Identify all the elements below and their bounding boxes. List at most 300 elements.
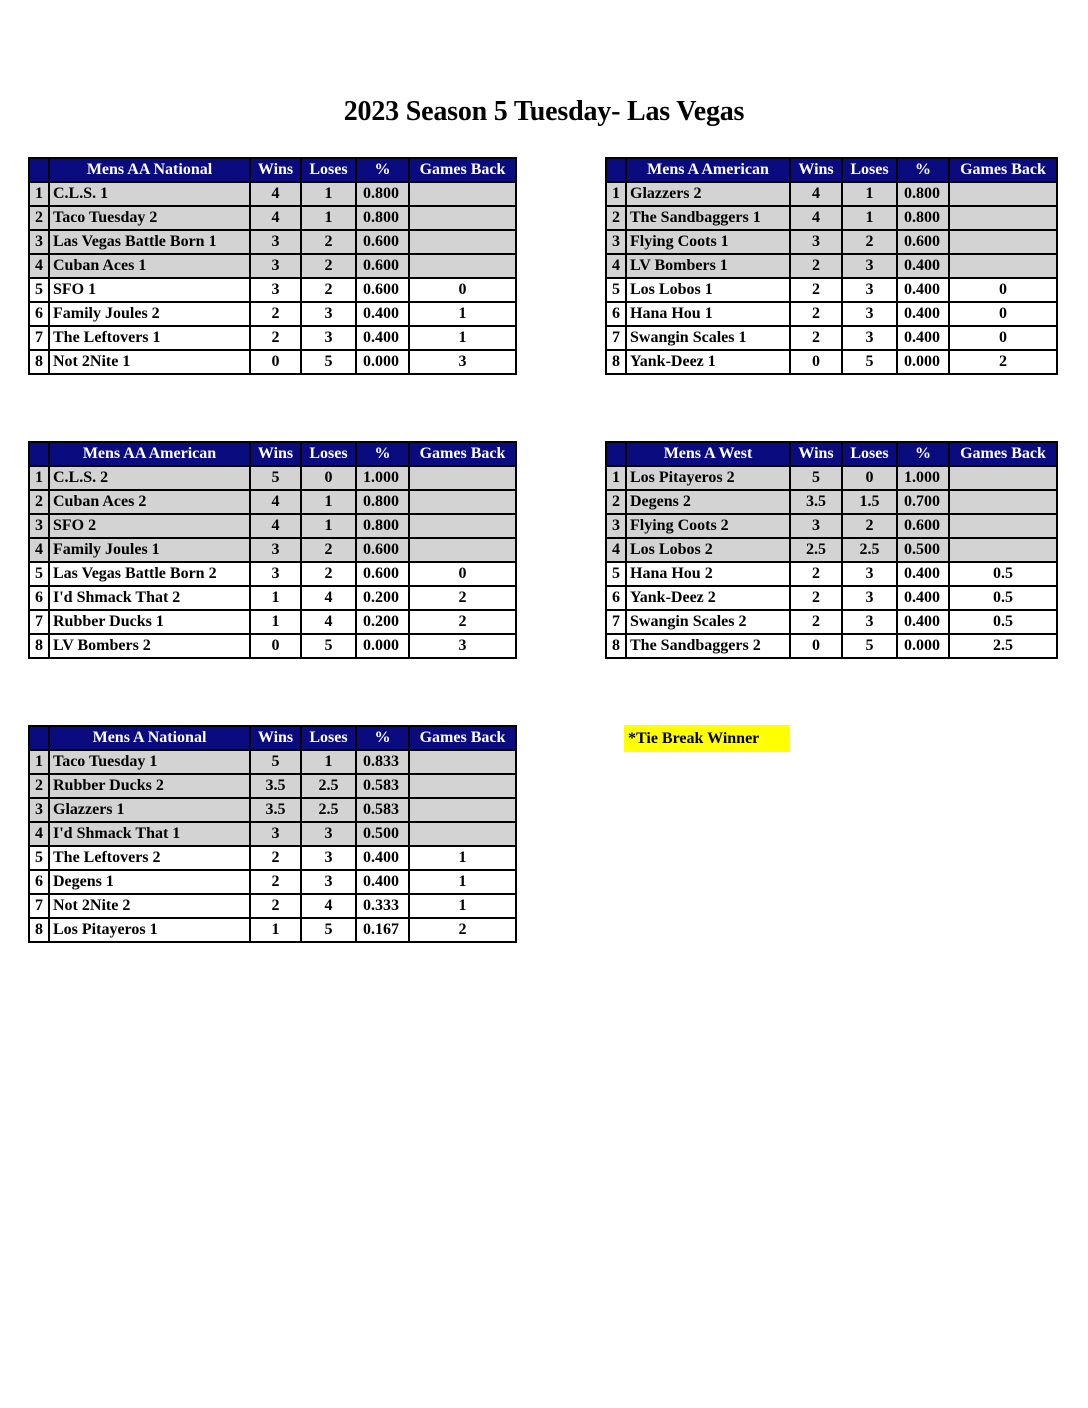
table-row bbox=[606, 278, 1057, 302]
team-name-cell: Cuban Aces 1 bbox=[49, 254, 250, 278]
pct-cell: 0.400 bbox=[897, 586, 949, 610]
team-name-cell: Not 2Nite 1 bbox=[49, 350, 250, 374]
rank-cell: 4 bbox=[606, 254, 626, 278]
loses-cell: 2 bbox=[301, 562, 356, 586]
games-back-cell bbox=[409, 538, 516, 562]
rank-cell: 7 bbox=[606, 326, 626, 350]
loses-cell: 2.5 bbox=[301, 774, 356, 798]
rank-cell: 8 bbox=[29, 634, 49, 658]
rank-cell: 6 bbox=[29, 870, 49, 894]
loses-cell: 5 bbox=[301, 350, 356, 374]
column-header-wins: Wins bbox=[250, 158, 301, 182]
table-row bbox=[606, 230, 1057, 254]
table-row bbox=[29, 490, 516, 514]
loses-cell: 3 bbox=[842, 278, 897, 302]
games-back-cell bbox=[409, 750, 516, 774]
rank-cell: 6 bbox=[606, 586, 626, 610]
table-row bbox=[29, 918, 516, 942]
table-row bbox=[606, 466, 1057, 490]
pct-cell: 0.600 bbox=[356, 562, 409, 586]
wins-cell: 3.5 bbox=[790, 490, 842, 514]
wins-cell: 2 bbox=[790, 302, 842, 326]
pct-cell: 0.583 bbox=[356, 774, 409, 798]
games-back-cell: 0 bbox=[409, 278, 516, 302]
wins-cell: 1 bbox=[250, 610, 301, 634]
rank-cell: 5 bbox=[29, 562, 49, 586]
column-header-wins: Wins bbox=[790, 442, 842, 466]
team-name-cell: The Sandbaggers 1 bbox=[626, 206, 790, 230]
pct-cell: 0.400 bbox=[356, 326, 409, 350]
rank-cell: 4 bbox=[606, 538, 626, 562]
column-header-pct: % bbox=[356, 726, 409, 750]
team-name-cell: Swangin Scales 1 bbox=[626, 326, 790, 350]
games-back-cell bbox=[409, 182, 516, 206]
division-name: Mens A American bbox=[626, 158, 790, 182]
loses-cell: 3 bbox=[301, 302, 356, 326]
rank-cell: 5 bbox=[29, 846, 49, 870]
pct-cell: 1.000 bbox=[897, 466, 949, 490]
wins-cell: 1 bbox=[250, 586, 301, 610]
pct-cell: 0.600 bbox=[897, 230, 949, 254]
team-name-cell: SFO 1 bbox=[49, 278, 250, 302]
pct-cell: 0.500 bbox=[897, 538, 949, 562]
wins-cell: 3 bbox=[790, 230, 842, 254]
wins-cell: 3 bbox=[250, 254, 301, 278]
rank-cell: 6 bbox=[29, 302, 49, 326]
rank-header-cell bbox=[29, 726, 49, 750]
table-row bbox=[29, 750, 516, 774]
wins-cell: 2 bbox=[790, 586, 842, 610]
games-back-cell bbox=[409, 774, 516, 798]
team-name-cell: Taco Tuesday 2 bbox=[49, 206, 250, 230]
wins-cell: 4 bbox=[790, 182, 842, 206]
team-name-cell: Hana Hou 2 bbox=[626, 562, 790, 586]
loses-cell: 5 bbox=[301, 918, 356, 942]
table-row bbox=[606, 206, 1057, 230]
loses-cell: 3 bbox=[842, 586, 897, 610]
table-row bbox=[29, 254, 516, 278]
loses-cell: 3 bbox=[842, 326, 897, 350]
team-name-cell: Las Vegas Battle Born 1 bbox=[49, 230, 250, 254]
rank-cell: 5 bbox=[606, 562, 626, 586]
loses-cell: 1 bbox=[301, 750, 356, 774]
pct-cell: 0.800 bbox=[897, 206, 949, 230]
table-row bbox=[29, 350, 516, 374]
team-name-cell: Swangin Scales 2 bbox=[626, 610, 790, 634]
loses-cell: 2.5 bbox=[301, 798, 356, 822]
rank-cell: 4 bbox=[29, 538, 49, 562]
loses-cell: 2 bbox=[842, 514, 897, 538]
pct-cell: 0.400 bbox=[897, 302, 949, 326]
rank-cell: 7 bbox=[606, 610, 626, 634]
table-row bbox=[606, 490, 1057, 514]
column-header-gb: Games Back bbox=[409, 442, 516, 466]
loses-cell: 4 bbox=[301, 586, 356, 610]
column-header-loses: Loses bbox=[301, 158, 356, 182]
team-name-cell: C.L.S. 2 bbox=[49, 466, 250, 490]
loses-cell: 5 bbox=[301, 634, 356, 658]
games-back-cell bbox=[409, 514, 516, 538]
rank-cell: 1 bbox=[29, 750, 49, 774]
column-header-pct: % bbox=[897, 158, 949, 182]
wins-cell: 4 bbox=[250, 182, 301, 206]
loses-cell: 3 bbox=[301, 846, 356, 870]
team-name-cell: Los Pitayeros 2 bbox=[626, 466, 790, 490]
team-name-cell: C.L.S. 1 bbox=[49, 182, 250, 206]
wins-cell: 2 bbox=[790, 254, 842, 278]
team-name-cell: SFO 2 bbox=[49, 514, 250, 538]
pct-cell: 0.167 bbox=[356, 918, 409, 942]
team-name-cell: Las Vegas Battle Born 2 bbox=[49, 562, 250, 586]
column-header-loses: Loses bbox=[842, 158, 897, 182]
standings-table-mens-aa-american bbox=[28, 441, 517, 659]
team-name-cell: The Leftovers 1 bbox=[49, 326, 250, 350]
games-back-cell: 1 bbox=[409, 870, 516, 894]
table-row bbox=[606, 586, 1057, 610]
table-row bbox=[29, 206, 516, 230]
table-row bbox=[29, 326, 516, 350]
rank-cell: 8 bbox=[606, 634, 626, 658]
table-row bbox=[29, 538, 516, 562]
column-header-wins: Wins bbox=[250, 726, 301, 750]
pct-cell: 0.400 bbox=[897, 254, 949, 278]
rank-cell: 3 bbox=[29, 514, 49, 538]
loses-cell: 5 bbox=[842, 350, 897, 374]
pct-cell: 0.200 bbox=[356, 610, 409, 634]
rank-cell: 5 bbox=[606, 278, 626, 302]
page-title: 2023 Season 5 Tuesday- Las Vegas bbox=[343, 96, 745, 127]
team-name-cell: Yank-Deez 2 bbox=[626, 586, 790, 610]
rank-cell: 2 bbox=[606, 490, 626, 514]
team-name-cell: LV Bombers 2 bbox=[49, 634, 250, 658]
loses-cell: 0 bbox=[842, 466, 897, 490]
rank-cell: 1 bbox=[606, 182, 626, 206]
division-name: Mens A West bbox=[626, 442, 790, 466]
column-header-loses: Loses bbox=[301, 442, 356, 466]
team-name-cell: The Sandbaggers 2 bbox=[626, 634, 790, 658]
rank-cell: 8 bbox=[29, 918, 49, 942]
games-back-cell bbox=[949, 254, 1057, 278]
pct-cell: 0.000 bbox=[356, 634, 409, 658]
loses-cell: 1 bbox=[301, 514, 356, 538]
pct-cell: 0.600 bbox=[356, 278, 409, 302]
games-back-cell: 3 bbox=[409, 634, 516, 658]
games-back-cell: 0 bbox=[949, 278, 1057, 302]
team-name-cell: Rubber Ducks 2 bbox=[49, 774, 250, 798]
team-name-cell: Los Pitayeros 1 bbox=[49, 918, 250, 942]
table-row bbox=[606, 302, 1057, 326]
loses-cell: 3 bbox=[842, 254, 897, 278]
division-name: Mens A National bbox=[49, 726, 250, 750]
loses-cell: 5 bbox=[842, 634, 897, 658]
rank-cell: 3 bbox=[29, 230, 49, 254]
table-row bbox=[29, 466, 516, 490]
loses-cell: 4 bbox=[301, 610, 356, 634]
rank-header-cell bbox=[29, 158, 49, 182]
games-back-cell: 0 bbox=[949, 326, 1057, 350]
standings-table-mens-a-west bbox=[605, 441, 1058, 659]
table-row bbox=[606, 350, 1057, 374]
games-back-cell: 2.5 bbox=[949, 634, 1057, 658]
wins-cell: 3 bbox=[250, 562, 301, 586]
loses-cell: 2 bbox=[842, 230, 897, 254]
pct-cell: 0.200 bbox=[356, 586, 409, 610]
pct-cell: 0.600 bbox=[897, 514, 949, 538]
rank-cell: 2 bbox=[29, 774, 49, 798]
team-name-cell: Degens 2 bbox=[626, 490, 790, 514]
wins-cell: 3 bbox=[790, 514, 842, 538]
table-row bbox=[606, 514, 1057, 538]
rank-cell: 1 bbox=[29, 182, 49, 206]
table-row bbox=[29, 562, 516, 586]
column-header-loses: Loses bbox=[842, 442, 897, 466]
column-header-loses: Loses bbox=[301, 726, 356, 750]
games-back-cell bbox=[409, 490, 516, 514]
team-name-cell: LV Bombers 1 bbox=[626, 254, 790, 278]
pct-cell: 0.700 bbox=[897, 490, 949, 514]
wins-cell: 0 bbox=[790, 634, 842, 658]
table-row bbox=[29, 894, 516, 918]
wins-cell: 3 bbox=[250, 230, 301, 254]
rank-cell: 1 bbox=[29, 466, 49, 490]
wins-cell: 3 bbox=[250, 538, 301, 562]
table-row bbox=[29, 798, 516, 822]
wins-cell: 2 bbox=[250, 326, 301, 350]
loses-cell: 3 bbox=[842, 302, 897, 326]
loses-cell: 0 bbox=[301, 466, 356, 490]
team-name-cell: Family Joules 1 bbox=[49, 538, 250, 562]
games-back-cell: 0 bbox=[949, 302, 1057, 326]
rank-cell: 7 bbox=[29, 610, 49, 634]
team-name-cell: Glazzers 1 bbox=[49, 798, 250, 822]
pct-cell: 0.500 bbox=[356, 822, 409, 846]
pct-cell: 0.400 bbox=[897, 610, 949, 634]
pct-cell: 0.400 bbox=[897, 562, 949, 586]
loses-cell: 3 bbox=[301, 870, 356, 894]
rank-cell: 6 bbox=[29, 586, 49, 610]
wins-cell: 2.5 bbox=[790, 538, 842, 562]
wins-cell: 5 bbox=[790, 466, 842, 490]
table-row bbox=[29, 634, 516, 658]
pct-cell: 0.000 bbox=[356, 350, 409, 374]
wins-cell: 5 bbox=[250, 466, 301, 490]
column-header-wins: Wins bbox=[250, 442, 301, 466]
loses-cell: 1 bbox=[301, 206, 356, 230]
wins-cell: 1 bbox=[250, 918, 301, 942]
column-header-pct: % bbox=[356, 442, 409, 466]
pct-cell: 0.600 bbox=[356, 254, 409, 278]
pct-cell: 0.600 bbox=[356, 538, 409, 562]
table-row bbox=[606, 634, 1057, 658]
team-name-cell: Cuban Aces 2 bbox=[49, 490, 250, 514]
division-name: Mens AA American bbox=[49, 442, 250, 466]
team-name-cell: Taco Tuesday 1 bbox=[49, 750, 250, 774]
pct-cell: 0.400 bbox=[356, 846, 409, 870]
games-back-cell bbox=[949, 538, 1057, 562]
team-name-cell: Family Joules 2 bbox=[49, 302, 250, 326]
pct-cell: 0.583 bbox=[356, 798, 409, 822]
table-row bbox=[606, 254, 1057, 278]
table-row bbox=[606, 562, 1057, 586]
column-header-gb: Games Back bbox=[949, 442, 1057, 466]
rank-cell: 2 bbox=[606, 206, 626, 230]
games-back-cell bbox=[409, 798, 516, 822]
wins-cell: 2 bbox=[250, 870, 301, 894]
pct-cell: 0.833 bbox=[356, 750, 409, 774]
pct-cell: 0.000 bbox=[897, 634, 949, 658]
rank-cell: 7 bbox=[29, 894, 49, 918]
games-back-cell: 2 bbox=[409, 586, 516, 610]
division-header-row bbox=[29, 726, 516, 750]
games-back-cell bbox=[409, 206, 516, 230]
wins-cell: 4 bbox=[250, 206, 301, 230]
rank-cell: 4 bbox=[29, 822, 49, 846]
pct-cell: 0.400 bbox=[897, 326, 949, 350]
rank-cell: 7 bbox=[29, 326, 49, 350]
loses-cell: 1.5 bbox=[842, 490, 897, 514]
rank-cell: 8 bbox=[29, 350, 49, 374]
games-back-cell: 0.5 bbox=[949, 610, 1057, 634]
rank-cell: 6 bbox=[606, 302, 626, 326]
table-row bbox=[606, 538, 1057, 562]
table-row bbox=[29, 230, 516, 254]
column-header-gb: Games Back bbox=[409, 158, 516, 182]
wins-cell: 0 bbox=[250, 634, 301, 658]
loses-cell: 3 bbox=[842, 562, 897, 586]
wins-cell: 0 bbox=[250, 350, 301, 374]
pct-cell: 0.800 bbox=[356, 206, 409, 230]
loses-cell: 2 bbox=[301, 538, 356, 562]
games-back-cell: 2 bbox=[949, 350, 1057, 374]
games-back-cell bbox=[409, 822, 516, 846]
team-name-cell: I'd Shmack That 1 bbox=[49, 822, 250, 846]
loses-cell: 2 bbox=[301, 278, 356, 302]
table-row bbox=[606, 610, 1057, 634]
games-back-cell: 2 bbox=[409, 610, 516, 634]
table-row bbox=[606, 182, 1057, 206]
rank-header-cell bbox=[606, 158, 626, 182]
games-back-cell bbox=[409, 230, 516, 254]
wins-cell: 2 bbox=[250, 846, 301, 870]
column-header-gb: Games Back bbox=[409, 726, 516, 750]
games-back-cell bbox=[949, 466, 1057, 490]
loses-cell: 3 bbox=[842, 610, 897, 634]
rank-header-cell bbox=[29, 442, 49, 466]
pct-cell: 0.400 bbox=[356, 302, 409, 326]
loses-cell: 4 bbox=[301, 894, 356, 918]
wins-cell: 2 bbox=[790, 562, 842, 586]
games-back-cell bbox=[409, 254, 516, 278]
wins-cell: 4 bbox=[250, 514, 301, 538]
loses-cell: 1 bbox=[842, 182, 897, 206]
table-row bbox=[29, 182, 516, 206]
games-back-cell bbox=[949, 490, 1057, 514]
games-back-cell bbox=[949, 206, 1057, 230]
pct-cell: 0.800 bbox=[356, 182, 409, 206]
wins-cell: 2 bbox=[790, 610, 842, 634]
team-name-cell: The Leftovers 2 bbox=[49, 846, 250, 870]
standings-table-mens-aa-national bbox=[28, 157, 517, 375]
rank-cell: 3 bbox=[606, 230, 626, 254]
table-row bbox=[29, 278, 516, 302]
team-name-cell: Yank-Deez 1 bbox=[626, 350, 790, 374]
wins-cell: 4 bbox=[250, 490, 301, 514]
standings-table-mens-a-american bbox=[605, 157, 1058, 375]
table-row bbox=[29, 586, 516, 610]
team-name-cell: Los Lobos 2 bbox=[626, 538, 790, 562]
games-back-cell: 2 bbox=[409, 918, 516, 942]
loses-cell: 1 bbox=[301, 182, 356, 206]
team-name-cell: Rubber Ducks 1 bbox=[49, 610, 250, 634]
wins-cell: 4 bbox=[790, 206, 842, 230]
team-name-cell: Flying Coots 2 bbox=[626, 514, 790, 538]
division-name: Mens AA National bbox=[49, 158, 250, 182]
loses-cell: 2 bbox=[301, 230, 356, 254]
team-name-cell: Flying Coots 1 bbox=[626, 230, 790, 254]
table-row bbox=[29, 610, 516, 634]
games-back-cell: 1 bbox=[409, 846, 516, 870]
team-name-cell: Los Lobos 1 bbox=[626, 278, 790, 302]
rank-cell: 4 bbox=[29, 254, 49, 278]
table-row bbox=[29, 870, 516, 894]
table-row bbox=[29, 774, 516, 798]
games-back-cell bbox=[949, 230, 1057, 254]
wins-cell: 3.5 bbox=[250, 798, 301, 822]
loses-cell: 2 bbox=[301, 254, 356, 278]
games-back-cell: 3 bbox=[409, 350, 516, 374]
wins-cell: 3 bbox=[250, 822, 301, 846]
games-back-cell: 0.5 bbox=[949, 586, 1057, 610]
division-header-row bbox=[606, 442, 1057, 466]
table-row bbox=[29, 846, 516, 870]
table-row bbox=[29, 822, 516, 846]
pct-cell: 0.800 bbox=[356, 490, 409, 514]
rank-cell: 2 bbox=[29, 490, 49, 514]
division-header-row bbox=[29, 158, 516, 182]
pct-cell: 0.400 bbox=[356, 870, 409, 894]
rank-cell: 3 bbox=[606, 514, 626, 538]
games-back-cell bbox=[409, 466, 516, 490]
table-row bbox=[29, 514, 516, 538]
team-name-cell: I'd Shmack That 2 bbox=[49, 586, 250, 610]
wins-cell: 2 bbox=[250, 894, 301, 918]
division-header-row bbox=[29, 442, 516, 466]
rank-cell: 1 bbox=[606, 466, 626, 490]
games-back-cell: 1 bbox=[409, 894, 516, 918]
pct-cell: 0.800 bbox=[356, 514, 409, 538]
wins-cell: 2 bbox=[790, 278, 842, 302]
loses-cell: 2.5 bbox=[842, 538, 897, 562]
team-name-cell: Not 2Nite 2 bbox=[49, 894, 250, 918]
loses-cell: 1 bbox=[842, 206, 897, 230]
rank-cell: 3 bbox=[29, 798, 49, 822]
rank-cell: 8 bbox=[606, 350, 626, 374]
rank-cell: 2 bbox=[29, 206, 49, 230]
table-row bbox=[606, 326, 1057, 350]
wins-cell: 3.5 bbox=[250, 774, 301, 798]
wins-cell: 3 bbox=[250, 278, 301, 302]
loses-cell: 1 bbox=[301, 490, 356, 514]
games-back-cell: 0.5 bbox=[949, 562, 1057, 586]
column-header-gb: Games Back bbox=[949, 158, 1057, 182]
pct-cell: 0.600 bbox=[356, 230, 409, 254]
rank-header-cell bbox=[606, 442, 626, 466]
column-header-pct: % bbox=[897, 442, 949, 466]
pct-cell: 0.800 bbox=[897, 182, 949, 206]
pct-cell: 1.000 bbox=[356, 466, 409, 490]
wins-cell: 2 bbox=[790, 326, 842, 350]
column-header-pct: % bbox=[356, 158, 409, 182]
